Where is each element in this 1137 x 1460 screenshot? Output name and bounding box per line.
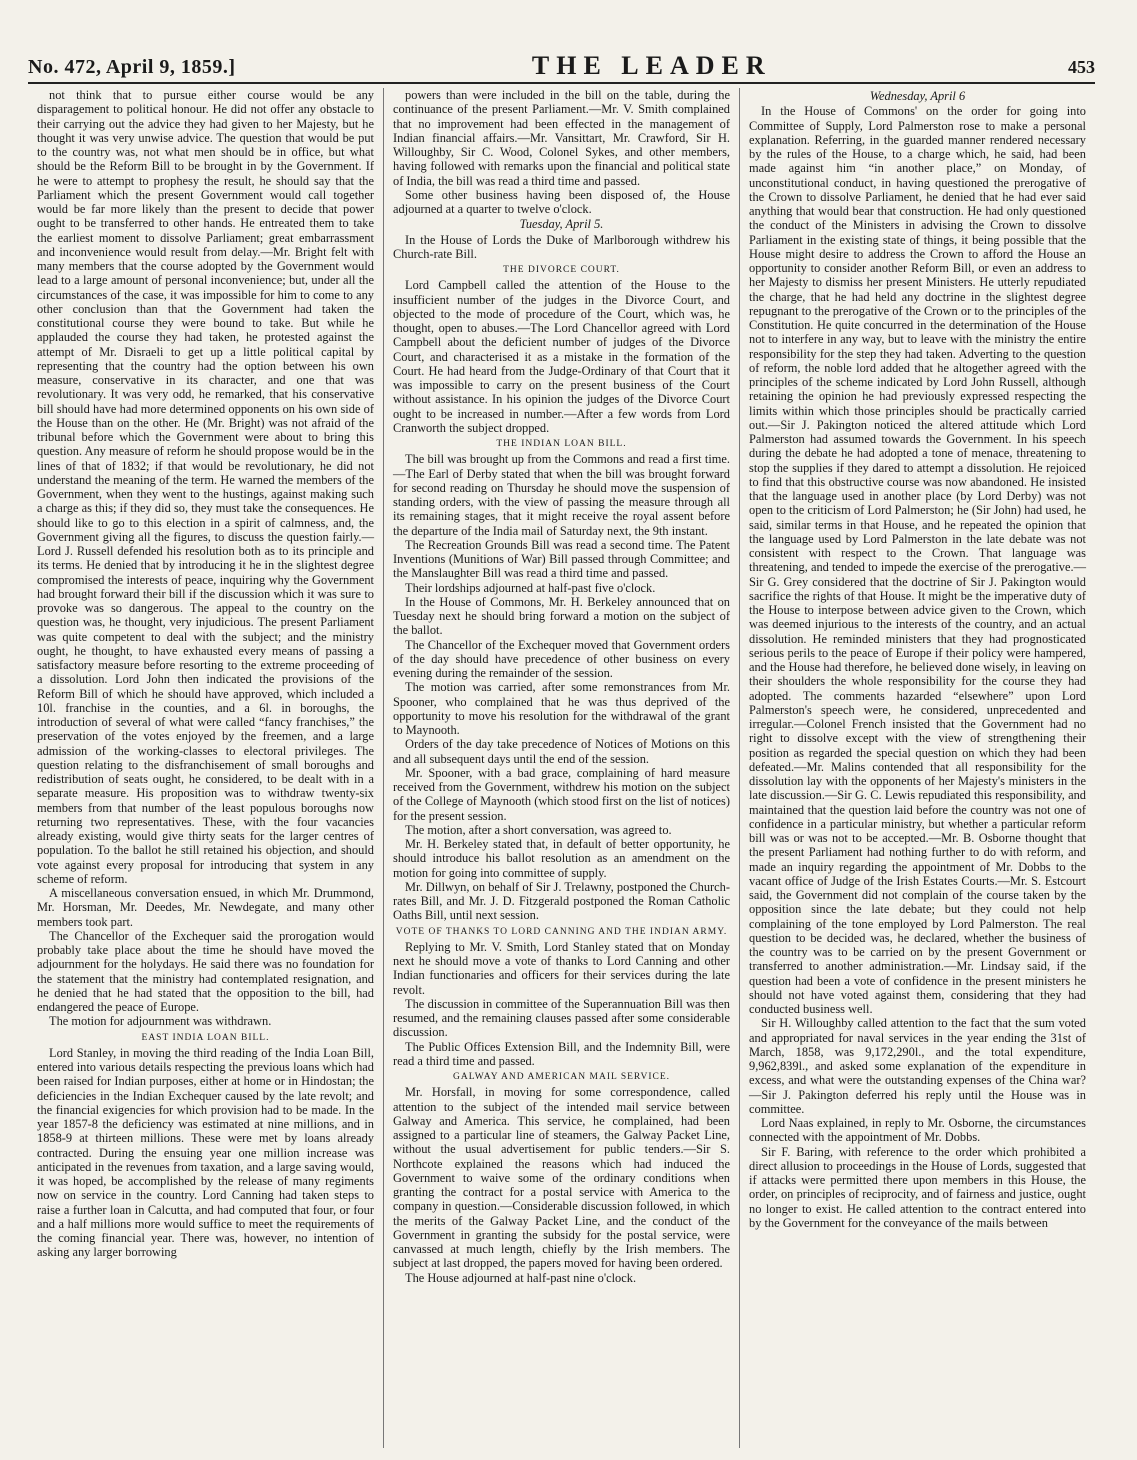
- paragraph: Mr. Dillwyn, on behalf of Sir J. Trelawny, postponed the Church-rates Bill, and Mr. J. D. Fitzgerald postponed the Roman Catholic Oaths Bill, until next session.: [393, 879, 730, 923]
- paragraph: The bill was brought up from the Commons and read a first time.—The Earl of Derby stated that when the bill was brought forward for second reading on Thursday he should move the suspension of standing orders, with the view of passing the measure through all its remaining stages, that it might receive the royal assent before the departure of the India mail of Saturday next, the 9th instant.: [393, 452, 730, 538]
- paragraph: The motion for adjournment was withdrawn.: [49, 1014, 272, 1029]
- column-3: [739, 88, 1095, 1448]
- paragraph: In the House of Commons' on the order for going into Committee of Supply, Lord Palmerston rose to make a personal explanation. Referring, in the guarded manner rendered necessary by the rules of the House, to a charge which, he said, had been made against him “in another place,” on Monday, of unconstitutional conduct, in having questioned the prerogative of the Crown to dissolve Parliament, he denied that he had ever said anything that would bear that construction. He had only questioned the conduct of the Ministers in advising the Crown to dissolve Parliament in the existing state of things, it being possible that the House might desire to address the Crown to afford the House an opportunity to consider another Reform Bill, or even an address to her Majesty to dismiss her present Ministers. He utterly repudiated the charge, that he had held any doctrine in the slightest degree repugnant to the prerogative of the Crown or to the principles of the Constitution. He quite concurred in the determination of the House not to interfere in any way, but to leave with the ministry the entire responsibility for the step they had taken. Adverting to the question of reform, the noble lord added that he altogether agreed with the principles of the scheme indicated by Lord John Russell, although retaining the opinion he had previously expressed respecting the limits within which those principles should be practically carried out.—Sir J. Pakington noticed the altered attitude which Lord Palmerston had assumed towards the Government. In his speech during the debate he had adopted a tone of menace, threatening to stop the supplies if they dared to attempt a dissolution. He rejoiced to find that this obstructive course was now abandoned. He insisted that the language used in another place (by Lord Derby) was not open to the criticism of Lord Palmerston; he (Sir John) had used, he said, similar terms in that House, and he repeated the opinion that the language used by Lord Palmerston in the late debate was not consistent with respect to the Crown. That language was threatening, and tended to impede the exercise of the prerogative.—Sir G. Grey considered that the doctrine of Sir J. Pakington would sacrifice the rights of that House. It might be the imperative duty of the House to interpose between advice given to the Crown, which was deemed injurious to the interests of the country, and an actual dissolution. He reminded ministers that they had prognosticated serious perils to the peace of Europe if their policy were hampered, and the House had therefore, he believed done wisely, in leaving on their shoulders the whole responsibility for the course they had adopted. The comments hazarded “elsewhere” upon Lord Palmerston's speech were, he considered, unprecedented and irregular.—Colonel French insisted that the Government had no right to dissolve except with the view of strengthening their position as regarded the special question on which they had been defeated.—Mr. Malins contended that all responsibility for the dissolution lay with the opponents of her Majesty's ministers in the late discussion.—Sir G. C. Lewis repudiated this responsibility, and maintained that the question laid before the country was not one of confidence in a particular ministry, but whether a particular reform bill was or was not to be accepted.—Mr. B. Osborne thought that the present Parliament had nothing further to do with reform, and made an inquiry regarding the appointment of Mr. Dobbs to the vacant office of Judge of the Irish Estates Courts.—Mr. S. Estcourt said, the Government did not complain of the course taken by the opposition since the late debate; but they could not help complaining of the tone employed by Lord Palmerston. The real question to be decided was, he declared, whether the business of the country was to be carried on by the present Government or transferred to another administration.—Mr. Lindsay said, if the question had been a vote of confidence in the present ministers he should not have voted against them, considering that they had conducted business well.: [749, 104, 1086, 1016]
- paragraph: Some other business having been disposed of, the House adjourned at a quarter to twelve o'clock.: [393, 187, 730, 216]
- paragraph: powers than were included in the bill on the table, during the continuance of the present Parliament.—Mr. V. Smith complained that no improvement had been effected in the management of Indian financial affairs.—Mr. Vansittart, Mr. Crawford, Sir H. Willoughby, Sir C. Wood, Colonel Sykes, and other members, having followed with remarks upon the financial and political state of India, the bill was read a third time and passed.: [393, 88, 730, 188]
- paragraph: The motion was carried, after some remonstrances from Mr. Spooner, who complained that he was thus deprived of the opportunity to move his resolution for the withdrawal of the grant to Maynooth.: [393, 680, 730, 737]
- paragraph: Lord Campbell called the attention of the House to the insufficient number of the judges in the Divorce Court, and objected to the mode of procedure of the Court, which was, he thought, open to abuses.—The Lord Chancellor agreed with Lord Campbell about the deficient number of judges of the Divorce Court, and characterised it as a mistake in the formation of the Court. He had heard from the Judge-Ordinary of that Court that it was impossible to carry on the present business of the Court without assistance. In his opinion the judges of the Divorce Court ought to be increased in number.—After a few words from Lord Cranworth the subject dropped.: [393, 278, 730, 435]
- paragraph: Lord Stanley, in moving the third reading of the India Loan Bill, entered into various details respecting the previous loans which had been raised for Indian purposes, either at home or in Hindostan; the deficiencies in the Indian Exchequer caused by the late revolt; and the financial exigencies for which provision had to be made. In the year 1857-8 the deficiency was estimated at nine millions, and in 1858-9 at thirteen millions. These were met by loans already contracted. During the ensuing year one million increase was anticipated in the revenues from taxation, and a large saving would, it was hoped, be accomplished by the release of many regiments now on service in the country. Lord Canning had taken steps to raise a further loan in Calcutta, and had computed that four, or four and a half millions more would suffice to meet the requirements of the coming financial year. There was, however, no intention of asking any larger borrowing: [37, 1045, 374, 1260]
- paragraph: The discussion in committee of the Superannuation Bill was then resumed, and the remaining clauses passed after some considerable discussion.: [393, 996, 730, 1040]
- date-heading: Wednesday, April 6: [869, 89, 966, 103]
- paragraph: A miscellaneous conversation ensued, in which Mr. Drummond, Mr. Horsman, Mr. Deedes, Mr. Newdegate, and many other members took part.: [37, 886, 374, 929]
- column-2: [383, 88, 739, 1448]
- paragraph: In the House of Lords the Duke of Marlborough withdrew his Church-rate Bill.: [393, 232, 730, 261]
- paragraph: Sir F. Baring, with reference to the order which prohibited a direct allusion to proceedings in the House of Lords, suggested that if attacks were permitted there upon members in this House, the order, on principles of reciprocity, and of fairness and justice, ought no longer to exist. He called attention to the contract entered into by the Government for the conveyance of the mails between: [749, 1144, 1086, 1230]
- section-heading: THE INDIAN LOAN BILL.: [496, 439, 627, 449]
- paragraph: In the House of Commons, Mr. H. Berkeley announced that on Tuesday next he should bring forward a motion on the subject of the ballot.: [393, 594, 730, 638]
- section-heading: VOTE OF THANKS TO LORD CANNING AND THE INDIAN ARMY.: [395, 926, 728, 937]
- paragraph: Orders of the day take precedence of Notices of Motions on this and all subsequent days until the end of the session.: [393, 737, 730, 766]
- section-heading: THE DIVORCE COURT.: [503, 265, 620, 275]
- column-1: [28, 88, 383, 1448]
- paragraph: The Chancellor of the Exchequer said the prorogation would probably take place about the time he should have moved the adjournment for the holydays. He said there was no foundation for the statement that the ministry had contemplated resignation, and he denied that he had stated that the opposition to the bill, had endangered the peace of Europe.: [37, 928, 374, 1014]
- paragraph: Mr. H. Berkeley stated that, in default of better opportunity, he should introduce his ballot resolution as an amendment on the motion for going into committee of supply.: [393, 837, 730, 880]
- paragraph: The motion, after a short conversation, was agreed to.: [405, 822, 672, 837]
- page-number: 453: [1067, 57, 1095, 77]
- paragraph: Replying to Mr. V. Smith, Lord Stanley stated that on Monday next he should move a vote of thanks to Lord Canning and other Indian functionaries and officers for their services during the late revolt.: [393, 939, 730, 997]
- section-heading: EAST INDIA LOAN BILL.: [141, 1032, 270, 1043]
- paragraph: not think that to pursue either course would be any disparagement to political honour. He did not offer any obstacle to their carrying out the advice they had given to her Majesty, but he thought it was very unwise advice. The question that would be put to the country was, not what men should be in office, but what should be the Reform Bill to be brought in by the Government. If he were to attempt to prophesy the result, he should say that the Parliament which the present Government would call together would be far more likely than the present to decide that power ought to be transferred to other hands. He entreated them to take the earliest moment to dissolve Parliament; great embarrassment and inconvenience would result from delay.—Mr. Bright felt with many members that the course adopted by the Government would lead to a large amount of personal inconvenience; but, under all the circumstances of the case, it was impossible for him to come to any other conclusion than that the Government had taken the constitutional course they were bound to take. But while he applauded the course they had taken, he protested against the attempt of Mr. Disraeli to get up a little political capital by representing that the country had the option between his own measure, conservative in its character, and one that was revolutionary. It was very odd, he remarked, that his conservative bill should have had more determined opponents on his own side of the House than on the other. He (Mr. Bright) was not afraid of the tribunal before which the Government were about to bring this question. Any measure of reform he should propose would be in the lines of that of 1832; if that would be revolutionary, he did not understand the meaning of the term. He warned the members of the Government, when they went to the hustings, against making such a charge as this; if they did so, they must take the consequences. He should like to go to this election in a spirit of calmness, and, the Government giving all the figures, to discuss the question fairly.—Lord J. Russell defended his resolution both as to its principle and its terms. He denied that by introducing it he in the slightest degree compromised the interests of peace, inquiring why the Government had brought forward their bill if the discussion which it was sure to provoke was so dangerous. The appeal to the country on the question was, he thought, very injudicious. The present Parliament was quite competent to deal with the subject; and the ministry ought, he thought, to have exhausted every means of passing a satisfactory measure before resorting to the extreme proceeding of a dissolution. Lord John then indicated the provisions of the Reform Bill of which he should have approved, which included a 10l. franchise in the counties, and a 6l. in boroughs, the introduction of several of what were called “fancy franchises,” the preservation of the votes enjoyed by the freemen, and a large admission of the working-classes to electoral privileges. The question relating to the disfranchisement of small boroughs and redistribution of seats ought, he considered, to be dealt with in a separate measure. His proposition was to withdraw twenty-six members from that number of the least populous boroughs now returning two representatives. These, with the four vacancies already existing, would give thirty seats for the larger centres of population. To the ballot he still retained his objection, and should vote against every proposal for introducing that system in any scheme of reform.: [37, 88, 374, 886]
- paragraph: The Public Offices Extension Bill, and the Indemnity Bill, were read a third time and passed.: [393, 1039, 730, 1068]
- paragraph: Mr. Horsfall, in moving for some correspondence, called attention to the subject of the intended mail service between Galway and America. This service, he complained, had been assigned to a particular line of steamers, the Galway Packet Line, without the usual advertisement for public tenders.—Sir S. Northcote explained the reasons which had induced the Government to waive some of the ordinary conditions when granting the contract for a postal service with America to the company in question.—Considerable discussion followed, in which the merits of the Galway Packet Line, and the conduct of the Government in granting the subsidy for the postal service, were canvassed at much length, chiefly by the Irish members. The subject at last dropped, the papers moved for having been ordered.: [393, 1085, 730, 1271]
- paragraph: Their lordships adjourned at half-past five o'clock.: [405, 580, 656, 595]
- paragraph: Mr. Spooner, with a bad grace, complaining of hard measure received from the Government, withdrew his motion on the subject of the College of Maynooth (which stood first on the list of notices) for the present session.: [393, 765, 730, 823]
- date-heading: Tuesday, April 5.: [519, 217, 604, 232]
- paragraph: The Chancellor of the Exchequer moved that Government orders of the day should have precedence of other business on every evening during the remainder of the session.: [393, 637, 730, 680]
- article-columns: [28, 88, 1095, 1448]
- section-heading: GALWAY AND AMERICAN MAIL SERVICE.: [452, 1072, 671, 1082]
- paragraph: Sir H. Willoughby called attention to the fact that the sum voted and appropriated for naval services in the year ending the 31st of March, 1858, was 9,172,290l., and the total expenditure, 9,962,839l., and asked some explanation of the expenditure in excess, and what were the outstanding expenses of the China war?—Sir J. Pakington deferred his reply until the House was in committee.: [749, 1016, 1086, 1116]
- paragraph: The Recreation Grounds Bill was read a second time. The Patent Inventions (Munitions of War) Bill passed through Committee; and the Manslaughter Bill was read a third time and passed.: [393, 537, 730, 581]
- paragraph: Lord Naas explained, in reply to Mr. Osborne, the circumstances connected with the appointment of Mr. Dobbs.: [749, 1116, 1086, 1145]
- masthead: [28, 46, 1095, 84]
- issue-date: No. 472, April 9, 1859.]: [28, 56, 236, 78]
- paragraph: The House adjourned at half-past nine o'clock.: [405, 1270, 637, 1285]
- newspaper-title: THE LEADER: [531, 51, 772, 80]
